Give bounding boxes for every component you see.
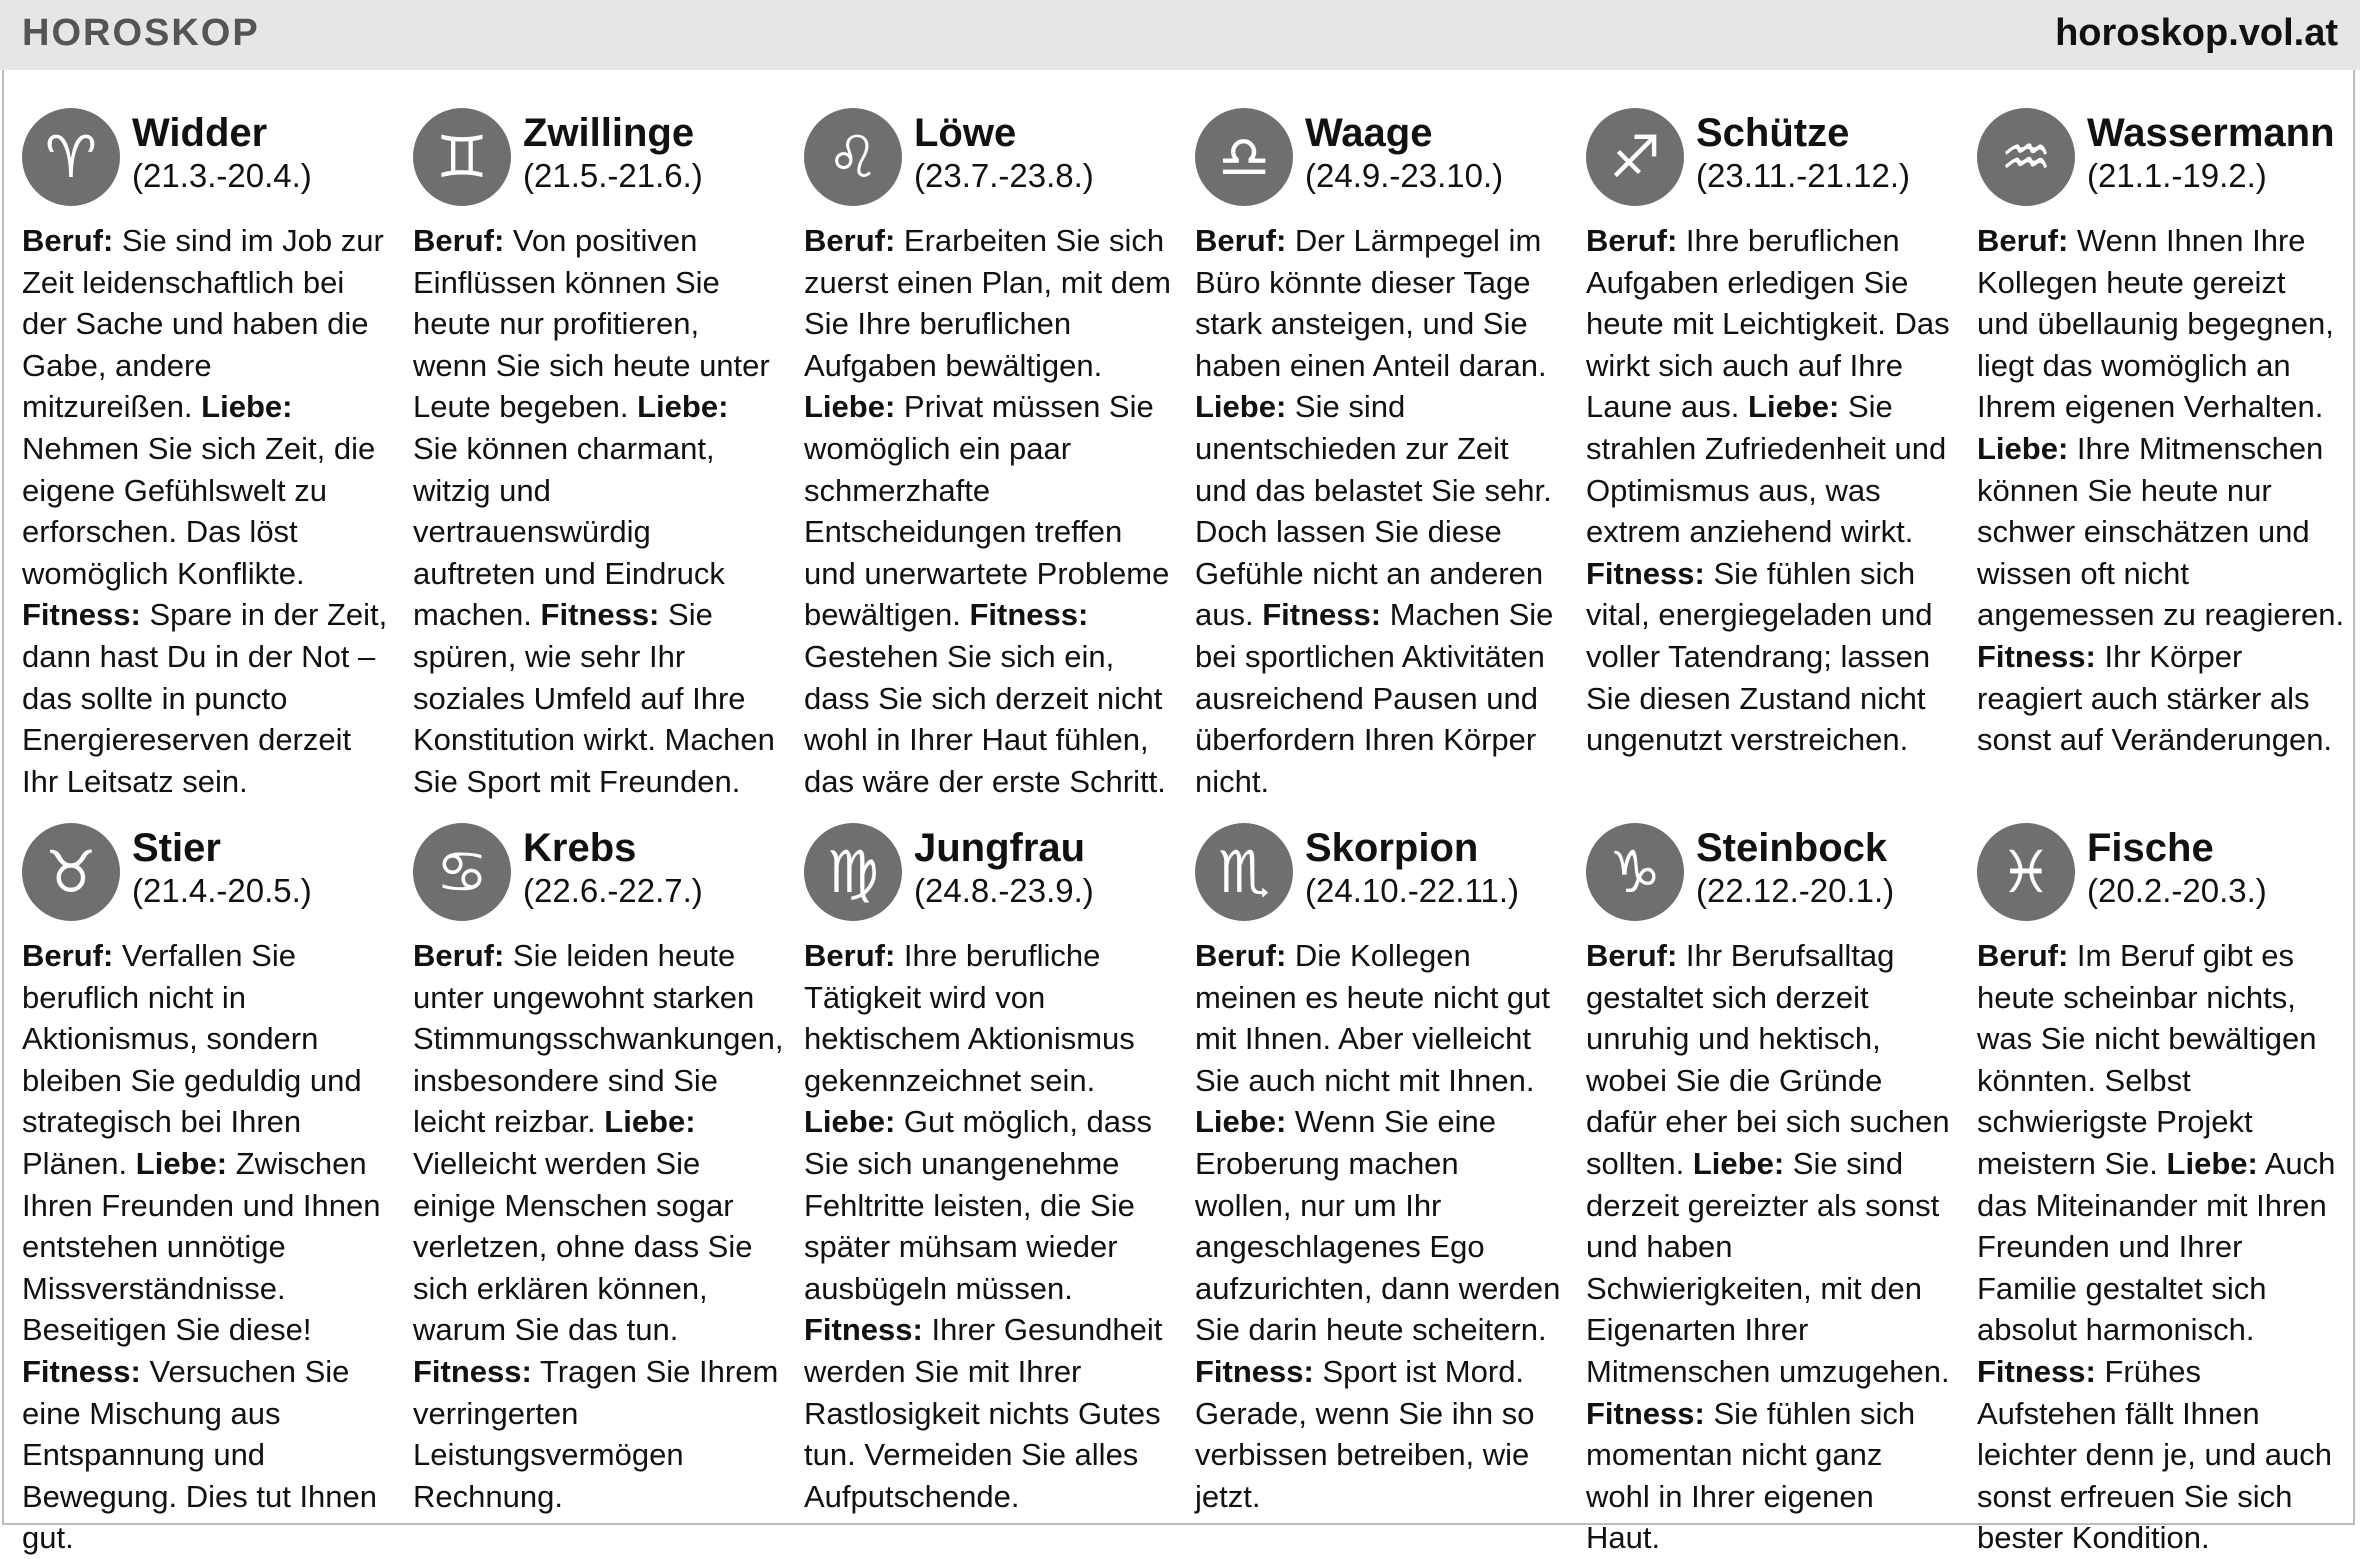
horoscope-text — [1586, 935, 1954, 1559]
sign-name: Schütze — [1696, 111, 1850, 155]
sign-heading — [1305, 823, 1519, 911]
card-header — [804, 823, 1172, 937]
fitness-text: Gestehen Sie sich ein, dass Sie sich derzeit nicht wohl in Ihrer Haut fühlen, das wäre der erste Schritt. — [804, 638, 1166, 799]
goat-icon — [1586, 823, 1684, 921]
card-header — [1977, 823, 2345, 937]
zodiac-glyph: ♈ — [45, 123, 97, 191]
beruf-label: Beruf: — [22, 938, 114, 973]
sign-dates: (20.2.-20.3.) — [2087, 872, 2267, 909]
fitness-text: Versuchen Sie eine Mischung aus Entspannung und Bewegung. Dies tut Ihnen gut. — [22, 1353, 378, 1556]
sign-heading — [1696, 823, 1894, 911]
fitness-label: Fitness: — [804, 1312, 923, 1348]
sign-name: Jungfrau — [914, 826, 1086, 870]
horoscope-text — [22, 935, 390, 1559]
page-title: HOROSKOP — [22, 12, 260, 54]
ram-icon — [22, 108, 120, 206]
horoscope-text — [1977, 935, 2345, 1559]
sign-dates: (21.3.-20.4.) — [132, 157, 312, 194]
liebe-text: Sie sind unentschieden zur Zeit und das belastet Sie sehr. Doch lassen Sie diese Gefühle nicht an anderen aus. — [1195, 389, 1552, 633]
horoscope-card-wassermann — [1977, 108, 2345, 768]
liebe-label: Liebe: — [1748, 389, 1840, 425]
sign-dates: (21.5.-21.6.) — [523, 157, 703, 194]
card-header — [1586, 108, 1954, 222]
archer-icon — [1586, 108, 1684, 206]
liebe-text: Zwischen Ihren Freunden und Ihnen entstehen unnötige Missverständnisse. Beseitigen Sie diese! — [22, 1145, 381, 1348]
crab-icon — [413, 823, 511, 921]
sign-name: Löwe — [914, 111, 1017, 155]
sign-dates: (21.1.-19.2.) — [2087, 157, 2267, 194]
sign-heading — [914, 108, 1094, 196]
site-url[interactable]: horoskop.vol.at — [2055, 12, 2338, 54]
sign-heading — [132, 108, 312, 196]
card-header — [22, 823, 390, 937]
sign-heading — [2087, 108, 2335, 196]
zodiac-glyph: ♊ — [436, 123, 488, 191]
zodiac-glyph: ♋ — [436, 838, 488, 906]
sign-dates: (22.6.-22.7.) — [523, 872, 703, 909]
card-header — [1977, 108, 2345, 222]
sign-heading — [1696, 108, 1910, 196]
zodiac-glyph: ♑ — [1609, 838, 1661, 906]
beruf-label: Beruf: — [1586, 223, 1678, 258]
fitness-text: Spare in der Zeit, dann hast Du in der Not – das sollte in puncto Energiereserven derzeit Ihr Leitsatz sein. — [22, 597, 388, 799]
horoscope-text — [413, 220, 781, 802]
beruf-label: Beruf: — [1586, 938, 1678, 973]
horoscope-text — [1195, 220, 1563, 802]
horoscope-text — [804, 220, 1172, 802]
liebe-text: Wenn Sie eine Eroberung machen wollen, nur um Ihr angeschlagenes Ego aufzurichten, dann werden Sie darin heute scheitern. — [1195, 1104, 1561, 1348]
beruf-label: Beruf: — [413, 223, 505, 258]
horoscope-text — [1977, 220, 2345, 761]
beruf-text: Erarbeiten Sie sich zuerst einen Plan, mit dem Sie Ihre beruflichen Aufgaben bewältigen. — [804, 223, 1172, 383]
beruf-text: Wenn Ihnen Ihre Kollegen heute gereizt und übellaunig begegnen, liegt das womöglich an Ihrem eigenen Verhalten. — [1977, 223, 2334, 425]
fitness-label: Fitness: — [413, 1353, 532, 1389]
horoscope-card-waage — [1195, 108, 1563, 799]
fitness-label: Fitness: — [540, 597, 660, 633]
beruf-label: Beruf: — [1977, 223, 2069, 258]
beruf-label: Beruf: — [1195, 938, 1287, 973]
beruf-label: Beruf: — [1195, 223, 1287, 258]
beruf-label: Beruf: — [1977, 938, 2069, 973]
sign-dates: (24.9.-23.10.) — [1305, 157, 1504, 194]
liebe-label: Liebe: — [1692, 1145, 1785, 1181]
sign-name: Widder — [132, 111, 268, 155]
sign-name: Skorpion — [1305, 826, 1479, 870]
zodiac-glyph: ♉ — [45, 838, 97, 906]
liebe-label: Liebe: — [1195, 389, 1287, 425]
liebe-label: Liebe: — [1977, 430, 2069, 466]
beruf-text: Von positiven Einflüssen können Sie heute nur profitieren, wenn Sie sich heute unter Leute begeben. — [413, 223, 770, 425]
horoscope-card-fische — [1977, 823, 2345, 1556]
sign-name: Waage — [1305, 111, 1433, 155]
beruf-label: Beruf: — [804, 223, 896, 258]
horoscope-card-jungfrau — [804, 823, 1172, 1514]
sign-heading — [132, 823, 312, 911]
liebe-label: Liebe: — [2166, 1145, 2258, 1181]
sign-heading — [914, 823, 1094, 911]
horoscope-card-skorpion — [1195, 823, 1563, 1514]
sign-name: Zwillinge — [523, 111, 695, 155]
sign-name: Krebs — [523, 826, 637, 870]
liebe-label: Liebe: — [637, 389, 729, 425]
horoscope-card-steinbock — [1586, 823, 1954, 1556]
fitness-text: Ihr Körper reagiert auch stärker als sonst auf Veränderungen. — [1977, 638, 2333, 758]
virgin-icon — [804, 823, 902, 921]
sign-heading — [1305, 108, 1503, 196]
beruf-text: Ihr Berufsalltag gestaltet sich derzeit unruhig und hektisch, wobei Sie die Gründe dafür eher bei sich suchen sollten. — [1586, 938, 1950, 1181]
horoscope-card-stier — [22, 823, 390, 1556]
header-bar — [0, 0, 2360, 70]
fitness-label: Fitness: — [1195, 1353, 1314, 1389]
zodiac-glyph: ♏ — [1218, 838, 1270, 906]
horoscope-text — [413, 935, 784, 1517]
fitness-text: Machen Sie bei sportlichen Aktivitäten ausreichend Pausen und überfordern Ihren Körper nicht. — [1195, 597, 1554, 799]
fitness-label: Fitness: — [1586, 555, 1705, 591]
card-header — [1195, 108, 1563, 222]
horoscope-text — [22, 220, 390, 802]
horoscope-text — [1195, 935, 1563, 1517]
twins-icon — [413, 108, 511, 206]
fitness-label: Fitness: — [1977, 1353, 2096, 1389]
beruf-text: Der Lärmpegel im Büro könnte dieser Tage stark ansteigen, und Sie haben einen Anteil daran. — [1195, 223, 1547, 383]
bull-icon — [22, 823, 120, 921]
fitness-label: Fitness: — [1586, 1395, 1705, 1431]
horoscope-card-schütze — [1586, 108, 1954, 768]
card-header — [1586, 823, 1954, 937]
fitness-label: Fitness: — [22, 597, 141, 633]
liebe-text: Vielleicht werden Sie einige Menschen sogar verletzen, ohne dass Sie sich erklären können, warum Sie das tun. — [413, 1145, 753, 1348]
horoscope-card-löwe — [804, 108, 1172, 799]
zodiac-glyph: ♐ — [1609, 123, 1661, 191]
fitness-label: Fitness: — [22, 1353, 141, 1389]
fitness-label: Fitness: — [1262, 597, 1382, 633]
zodiac-glyph: ♓ — [2000, 838, 2052, 906]
fitness-text: Sport ist Mord. Gerade, wenn Sie ihn so verbissen betreiben, wie jetzt. — [1195, 1353, 1535, 1514]
liebe-label: Liebe: — [804, 389, 896, 425]
liebe-label: Liebe: — [804, 1104, 896, 1140]
beruf-text: Im Beruf gibt es heute scheinbar nichts, was Sie nicht bewältigen könnten. Selbst schwierigste Projekt meistern Sie. — [1977, 938, 2317, 1181]
beruf-text: Die Kollegen meinen es heute nicht gut mit Ihnen. Aber vielleicht Sie auch nicht mit Ihnen. — [1195, 938, 1551, 1098]
horoscope-card-zwillinge — [413, 108, 781, 799]
sign-name: Stier — [132, 826, 221, 870]
sign-dates: (22.12.-20.1.) — [1696, 872, 1895, 909]
card-header — [22, 108, 390, 222]
card-header — [413, 823, 781, 937]
liebe-text: Auch das Miteinander mit Ihren Freunden und Ihrer Familie gestaltet sich absolut harmonisch. — [1977, 1145, 2336, 1348]
card-header — [1195, 823, 1563, 937]
fish-icon — [1977, 823, 2075, 921]
liebe-text: Sie sind derzeit gereizter als sonst und haben Schwierigkeiten, mit den Eigenarten Ihrer Mitmenschen umzugehen. — [1586, 1145, 1950, 1389]
sign-dates: (23.11.-21.12.) — [1696, 157, 1911, 194]
liebe-text: Privat müssen Sie womöglich ein paar schmerzhafte Entscheidungen treffen und unerwartete Probleme bewältigen. — [804, 389, 1170, 633]
scorpion-icon — [1195, 823, 1293, 921]
sign-dates: (24.8.-23.9.) — [914, 872, 1094, 909]
fitness-text: Sie spüren, wie sehr Ihr soziales Umfeld auf Ihre Konstitution wirkt. Machen Sie Sport mit Freunden. — [413, 597, 775, 799]
beruf-text: Ihre berufliche Tätigkeit wird von hektischem Aktionismus gekennzeichnet sein. — [804, 938, 1135, 1098]
fitness-text: Frühes Aufstehen fällt Ihnen leichter denn je, und auch sonst erfreuen Sie sich bester Kondition. — [1977, 1353, 2333, 1556]
sign-dates: (21.4.-20.5.) — [132, 872, 312, 909]
fitness-text: Sie fühlen sich momentan nicht ganz wohl in Ihrer eigenen Haut. — [1586, 1395, 1916, 1556]
sign-heading — [523, 108, 703, 196]
sign-heading — [523, 823, 703, 911]
beruf-label: Beruf: — [804, 938, 896, 973]
fitness-text: Tragen Sie Ihrem verringerten Leistungsvermögen Rechnung. — [413, 1353, 779, 1514]
liebe-label: Liebe: — [201, 389, 293, 425]
horoscope-card-widder — [22, 108, 390, 799]
zodiac-glyph: ♎ — [1218, 123, 1270, 191]
beruf-text: Sie leiden heute unter ungewohnt starken Stimmungsschwankungen, insbesondere sind Sie leicht reizbar. — [413, 938, 784, 1140]
sign-heading — [2087, 823, 2267, 911]
zodiac-glyph: ♌ — [827, 123, 879, 191]
liebe-text: Sie können charmant, witzig und vertrauenswürdig auftreten und Eindruck machen. — [413, 430, 725, 633]
sign-name: Steinbock — [1696, 826, 1888, 870]
beruf-label: Beruf: — [413, 938, 505, 973]
liebe-label: Liebe: — [135, 1145, 228, 1181]
horoscope-text — [804, 935, 1172, 1517]
liebe-text: Gut möglich, dass Sie sich unangenehme Fehltritte leisten, die Sie später mühsam wieder ausbügeln müssen. — [804, 1104, 1153, 1306]
liebe-label: Liebe: — [604, 1104, 696, 1140]
sign-dates: (23.7.-23.8.) — [914, 157, 1094, 194]
card-header — [413, 108, 781, 222]
liebe-label: Liebe: — [1195, 1104, 1287, 1140]
liebe-text: Sie strahlen Zufriedenheit und Optimismus aus, was extrem anziehend wirkt. — [1586, 389, 1947, 550]
beruf-text: Verfallen Sie beruflich nicht in Aktionismus, sondern bleiben Sie geduldig und strategisch bei Ihren Plänen. — [22, 938, 362, 1181]
zodiac-glyph: ♒ — [2000, 123, 2052, 191]
zodiac-glyph: ♍ — [827, 838, 879, 906]
horoscope-grid — [22, 108, 2345, 1556]
liebe-text: Nehmen Sie sich Zeit, die eigene Gefühlswelt zu erforschen. Das löst womöglich Konflikte. — [22, 430, 376, 591]
beruf-label: Beruf: — [22, 223, 114, 258]
fitness-label: Fitness: — [1977, 638, 2096, 674]
sign-name: Fische — [2087, 826, 2214, 870]
sign-dates: (24.10.-22.11.) — [1305, 872, 1520, 909]
card-header — [804, 108, 1172, 222]
water-bearer-icon — [1977, 108, 2075, 206]
fitness-text: Sie fühlen sich vital, energiegeladen und voller Tatendrang; lassen Sie diesen Zustand nicht ungenutzt verstreichen. — [1586, 555, 1933, 758]
beruf-text: Ihre beruflichen Aufgaben erledigen Sie heute mit Leichtigkeit. Das wirkt sich auch auf Ihre Laune aus. — [1586, 223, 1950, 425]
horoscope-text — [1586, 220, 1954, 761]
beruf-text: Sie sind im Job zur Zeit leidenschaftlich bei der Sache und haben die Gabe, andere mitzureißen. — [22, 223, 384, 425]
fitness-label: Fitness: — [969, 597, 1089, 633]
fitness-text: Ihrer Gesundheit werden Sie mit Ihrer Rastlosigkeit nichts Gutes tun. Vermeiden Sie alles Aufputschende. — [804, 1312, 1163, 1514]
liebe-text: Ihre Mitmenschen können Sie heute nur schwer einschätzen und wissen oft nicht angemessen zu reagieren. — [1977, 430, 2345, 633]
lion-icon — [804, 108, 902, 206]
sign-name: Wassermann — [2087, 111, 2335, 155]
horoscope-card-krebs — [413, 823, 784, 1514]
scales-icon — [1195, 108, 1293, 206]
